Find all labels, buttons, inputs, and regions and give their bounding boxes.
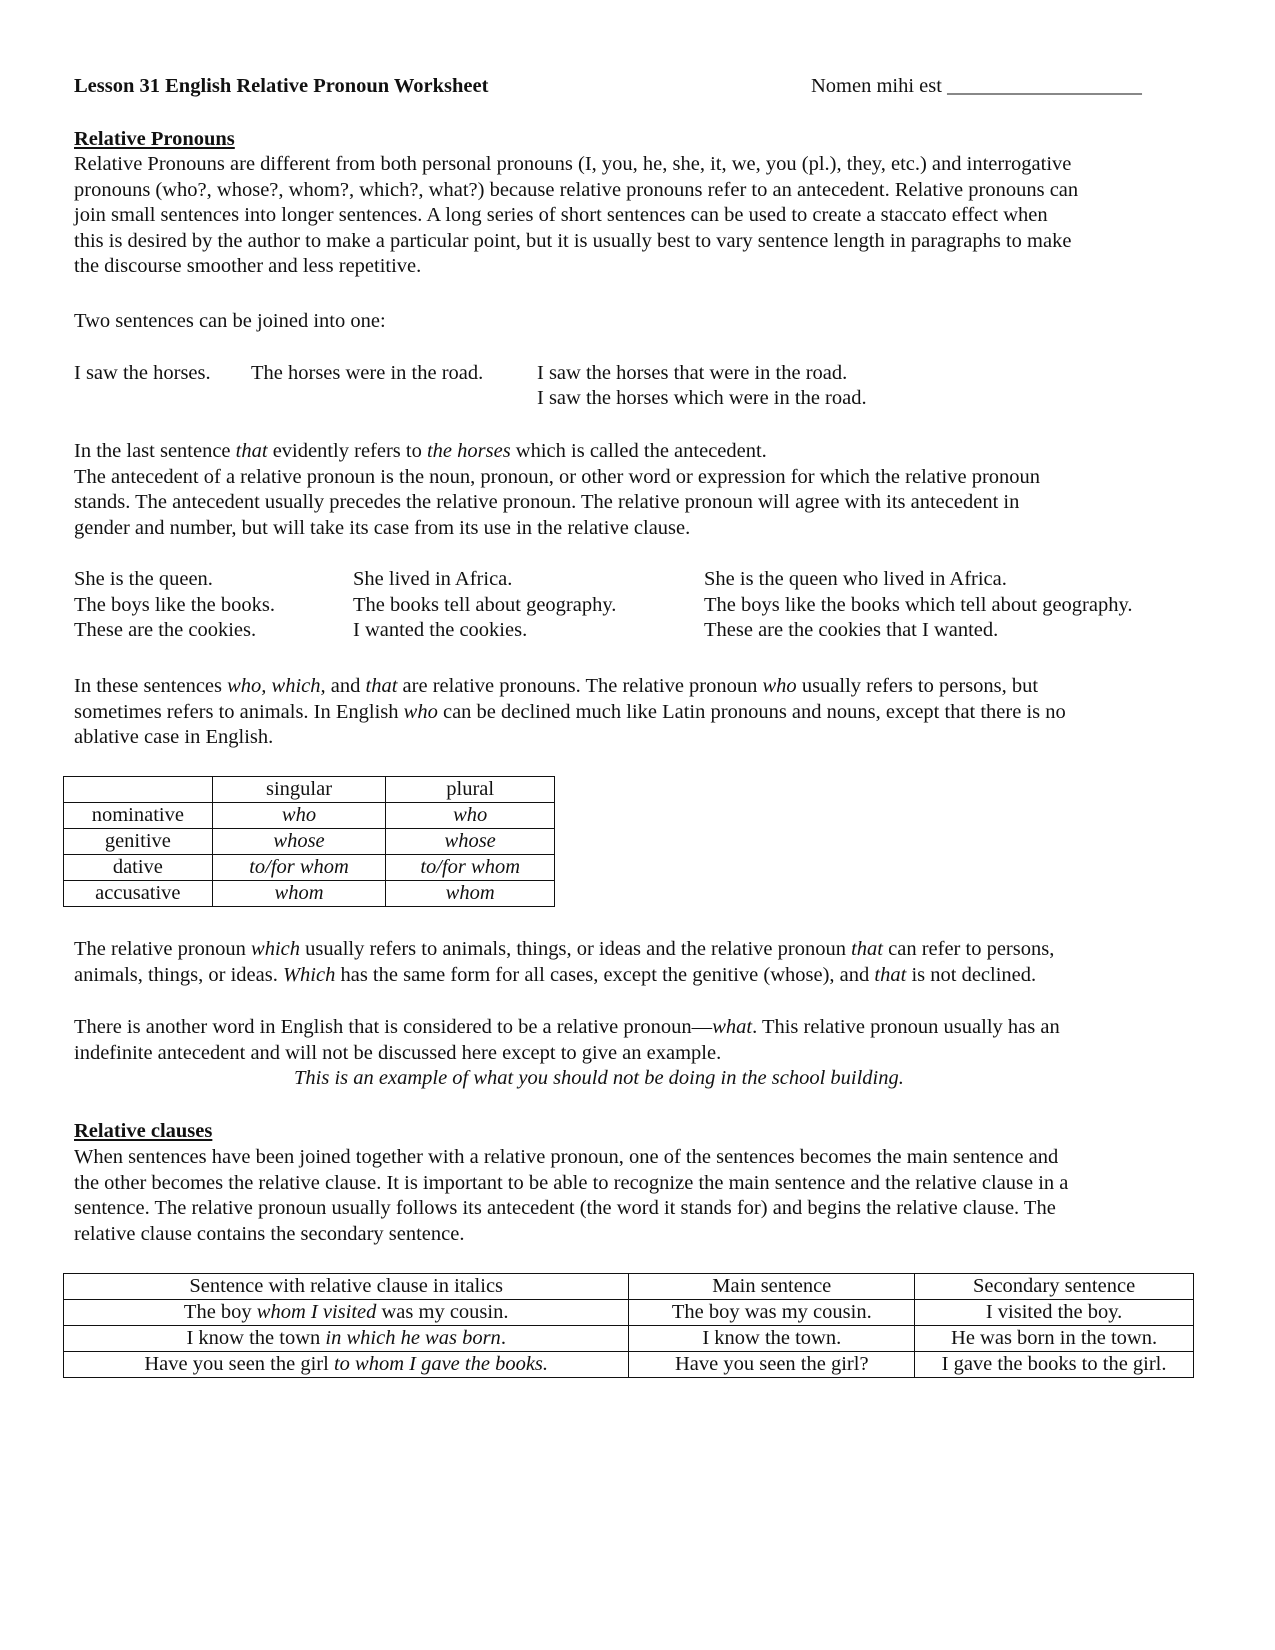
italic-run: that [365,675,398,697]
intro-paragraph [74,152,1204,280]
what-paragraph [74,1015,1204,1066]
form-cell [386,829,555,855]
paragraph-line [74,963,1204,989]
paragraph-line [74,700,1204,726]
text-run: can refer to persons, [883,938,1055,960]
text-run: are relative pronouns. The relative pronoun [397,675,763,697]
example-sentence-a: I saw the horses. [74,362,211,384]
which-that-paragraph [74,937,1204,988]
example-line: She is the queen. [74,568,213,590]
table-header-cell: Secondary sentence [915,1274,1194,1300]
text-run: There is another word in English that is considered to be a relative pronoun— [74,1016,713,1038]
paragraph-line: the other becomes the relative clause. It is important to be able to recognize the main sentence and the relative clause in a [74,1171,1069,1194]
main-sentence-cell: I know the town. [629,1326,915,1352]
text-run: was my cousin. [376,1301,509,1323]
table-row [64,803,555,829]
intro-line: this is desired by the author to make a particular point, but it is usually best to vary sentence length in paragraphs to make [74,229,1072,252]
table-row [64,1326,1194,1352]
text-run: has the same form for all cases, except the genitive (whose), and [335,963,875,986]
text-run: is not declined. [906,963,1037,986]
intro-line: join small sentences into longer sentences. A long series of short sentences can be used to create a staccato effect when [74,204,1048,226]
text-run: . This relative pronoun usually has an [752,1016,1060,1038]
examples-column-1 [74,567,275,644]
paragraph-line [74,674,1204,700]
italic-run: whom I visited [256,1301,377,1323]
table-row [64,855,555,881]
secondary-sentence-cell: I gave the books to the girl. [915,1352,1194,1378]
what-example [294,1066,904,1092]
italic-run: Which [282,963,336,986]
form-cell [212,881,386,907]
italic-run: which [251,938,301,960]
paragraph-line: indefinite antecedent and will not be discussed here except to give an example. [74,1041,722,1064]
table-header-cell: Sentence with relative clause in italics [64,1274,629,1300]
section-heading-relative-clauses: Relative clauses [74,1120,213,1142]
name-blank: ___________________ [947,75,1142,97]
table-row [64,1274,1194,1300]
relative-clauses-paragraph [74,1145,1204,1247]
text-run: The relative pronoun [74,938,252,960]
table-row [64,1352,1194,1378]
italic-run: who [281,804,317,826]
two-sentences-label: Two sentences can be joined into one: [74,310,386,332]
declension-table [63,776,555,907]
example-line: The boys like the books which tell about geography. [704,593,1133,616]
section-heading-relative-pronouns: Relative Pronouns [74,128,235,150]
text-run: evidently refers to [267,440,427,462]
paragraph-line [74,937,1204,963]
name-label: Nomen mihi est [811,75,942,97]
text-run: can be declined much like Latin pronouns and nouns, except that there is no [437,700,1066,723]
examples-column-2 [353,567,616,644]
text-run: Have you seen the girl [144,1353,334,1375]
paragraph-line: relative clause contains the secondary sentence. [74,1222,465,1245]
table-header-cell [64,777,213,803]
worksheet-title: Lesson 31 English Relative Pronoun Worksheet [74,75,489,97]
table-header-cell: Main sentence [629,1274,915,1300]
italic-run: to/for whom [249,856,349,878]
italic-run: what [712,1016,753,1038]
text-run: which is called the antecedent. [510,440,767,462]
text-run: usually refers to persons, but [796,675,1039,697]
sentence-cell [64,1352,629,1378]
table-header-cell: singular [212,777,386,803]
italic-run: who [453,804,488,826]
italic-run: who [762,675,797,697]
case-cell: genitive [64,829,213,855]
secondary-sentence-cell: I visited the boy. [915,1300,1194,1326]
italic-run: that [874,963,907,986]
example-line: These are the cookies. [74,619,257,641]
form-cell [212,855,386,881]
text-run: I know the town [186,1327,326,1349]
table-header-cell: plural [386,777,555,803]
intro-line: pronouns (who?, whose?, whom?, which?, what?) because relative pronouns refer to an antecedent. Relative pronouns can [74,178,1079,201]
table-row [64,777,555,803]
text-run: animals, things, or ideas. [74,963,283,986]
table-row [64,881,555,907]
italic-run: that [851,938,883,960]
relative-clause-table [63,1273,1194,1378]
text-run: In these sentences [74,675,228,697]
table-row [64,1300,1194,1326]
examples-column-3 [704,567,1133,644]
text-run: usually refers to animals, things, or ideas and the relative pronoun [300,938,852,960]
text-run: sometimes refers to animals. In English [74,700,404,723]
main-sentence-cell: Have you seen the girl? [629,1352,915,1378]
italic-run: in which he was born [325,1327,501,1349]
antecedent-paragraph [74,439,1204,541]
italic-run: whose [273,830,325,852]
paragraph-line: sentence. The relative pronoun usually follows its antecedent (the word it stands for) and begins the relative clause. The [74,1197,1056,1219]
name-line [811,74,1142,100]
italic-run: whom [445,882,495,904]
table-row [64,829,555,855]
form-cell [212,803,386,829]
antecedent-line: gender and number, but will take its case from its use in the relative clause. [74,516,691,539]
italic-run: who, which, [227,675,326,697]
italic-run: whom [274,882,324,904]
form-cell [212,829,386,855]
italic-run: to/for whom [420,856,520,878]
antecedent-line [74,439,1204,465]
case-cell: nominative [64,803,213,829]
example-joined-which: I saw the horses which were in the road. [537,387,867,409]
italic-run: to whom I gave the books. [333,1353,549,1375]
main-sentence-cell: The boy was my cousin. [629,1300,915,1326]
italic-run: the horses [426,440,511,462]
example-line: I wanted the cookies. [353,619,528,641]
italic-run: whose [444,830,496,852]
text-run: and [325,675,366,697]
case-cell: accusative [64,881,213,907]
sentence-cell [64,1326,629,1352]
antecedent-line: The antecedent of a relative pronoun is the noun, pronoun, or other word or expression for which the relative pronoun [74,465,1041,488]
paragraph-line: ablative case in English. [74,726,274,748]
example-line: She is the queen who lived in Africa. [704,568,1007,590]
form-cell [386,803,555,829]
example-joined-that: I saw the horses that were in the road. [537,362,848,384]
text-run: . [500,1327,506,1349]
text-run: The boy [183,1301,257,1323]
intro-line: Relative Pronouns are different from both personal pronouns (I, you, he, she, it, we, you (pl.), they, etc.) and interrogative [74,153,1072,175]
example-sentence-b: The horses were in the road. [251,362,484,384]
case-cell: dative [64,855,213,881]
form-cell [386,881,555,907]
italic-run: that [235,440,268,462]
sentence-cell [64,1300,629,1326]
example-line: She lived in Africa. [353,568,513,590]
antecedent-line: stands. The antecedent usually precedes the relative pronoun. The relative pronoun will agree with its antecedent in [74,491,1020,513]
relative-pronoun-paragraph [74,674,1204,751]
intro-line: the discourse smoother and less repetitive. [74,255,422,277]
paragraph-line [74,1015,1204,1041]
example-line: These are the cookies that I wanted. [704,619,999,641]
example-line: The boys like the books. [74,593,275,616]
example-line: The books tell about geography. [353,593,617,616]
text-run: In the last sentence [74,440,236,462]
secondary-sentence-cell: He was born in the town. [915,1326,1194,1352]
form-cell [386,855,555,881]
italic-run: This is an example of what you should not be doing in the school building. [294,1067,904,1089]
italic-run: who [403,700,438,723]
paragraph-line: When sentences have been joined together with a relative pronoun, one of the sentences becomes the main sentence and [74,1146,1059,1168]
